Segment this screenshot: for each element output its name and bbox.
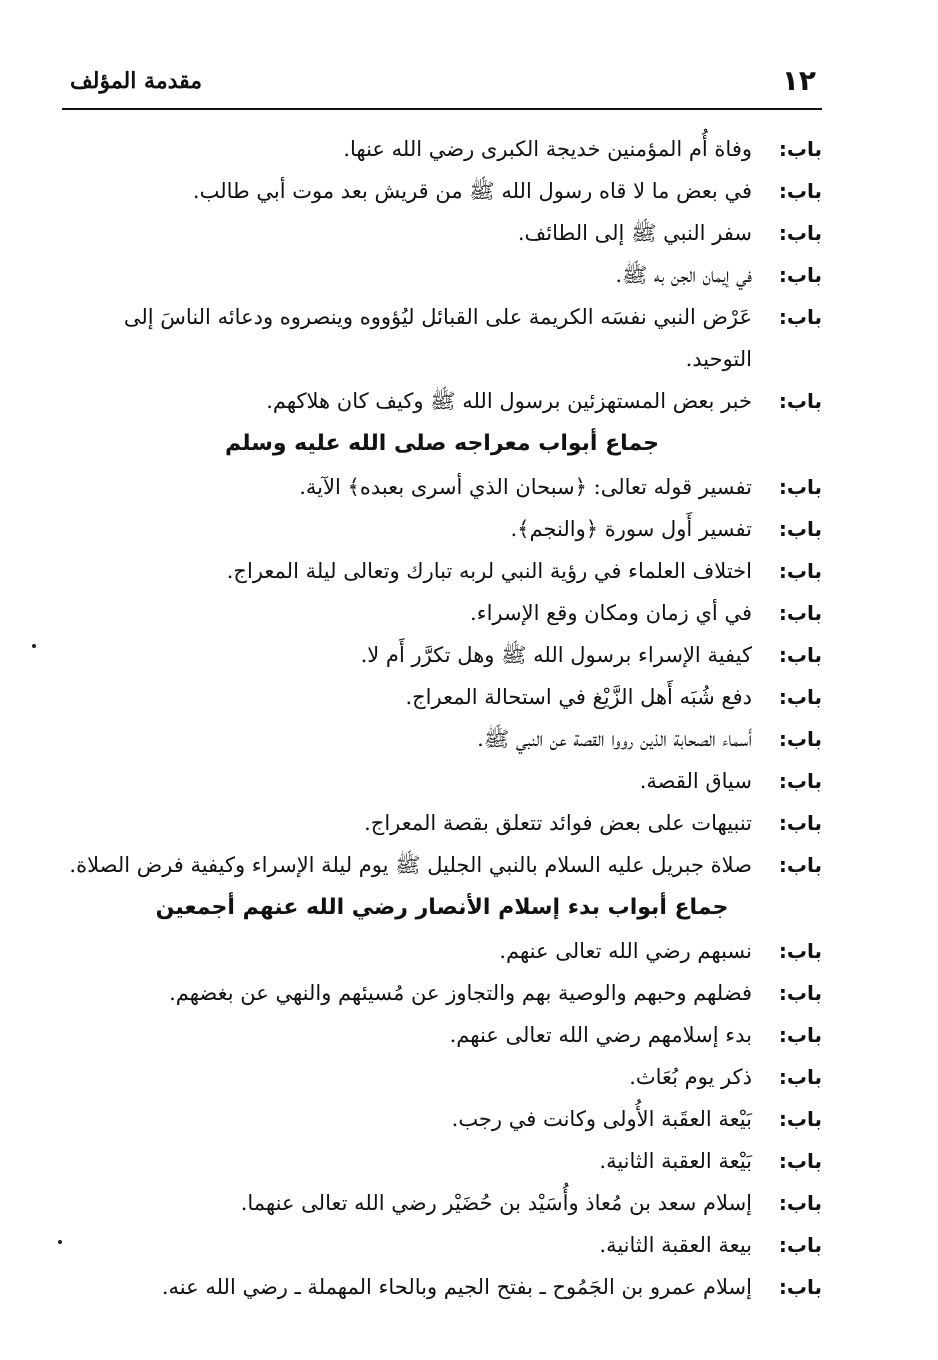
chapter-entry	[62, 802, 822, 844]
entry-text: دفع شُبَه أَهل الزَّيْغ في استحالة المعراج.	[405, 685, 752, 709]
table-of-contents	[62, 128, 822, 1308]
entry-text: عَرْض النبي نفسَه الكريمة على القبائل ليُؤووه وينصروه ودعائه الناسَ إلى التوحيد.	[123, 305, 752, 371]
entry-label: باب:	[778, 389, 822, 413]
entry-label: باب:	[778, 263, 822, 287]
chapter-entry	[62, 844, 822, 886]
entry-text: خبر بعض المستهزئين برسول الله ﷺ وكيف كان هلاكهم.	[266, 389, 752, 413]
book-page	[62, 60, 822, 1340]
section-heading: جماع أبواب معراجه صلى الله عليه وسلم	[224, 431, 660, 456]
entry-text: سفر النبي ﷺ إلى الطائف.	[517, 221, 752, 245]
entry-text: إسلام سعد بن مُعاذ وأُسَيْد بن حُضَيْر رضي الله تعالى عنهما.	[240, 1191, 752, 1215]
entry-text: اختلاف العلماء في رؤية النبي لربه تبارك وتعالى ليلة المعراج.	[226, 559, 752, 583]
entry-text: بدء إسلامهم رضي الله تعالى عنهم.	[449, 1023, 752, 1047]
chapter-entry	[62, 1056, 822, 1098]
chapter-entry	[62, 676, 822, 718]
chapter-entry	[62, 1266, 822, 1308]
entry-label: باب:	[778, 1065, 822, 1089]
chapter-entry	[62, 972, 822, 1014]
entry-text: نسبهم رضي الله تعالى عنهم.	[499, 939, 752, 963]
entry-label: باب:	[778, 811, 822, 835]
chapter-entry	[62, 170, 822, 212]
chapter-entry	[62, 1182, 822, 1224]
entry-label: باب:	[778, 1023, 822, 1047]
entry-label: باب:	[778, 305, 822, 329]
entry-label: باب:	[778, 517, 822, 541]
entry-label: باب:	[778, 559, 822, 583]
scan-speck	[58, 1240, 62, 1244]
chapter-entry	[62, 718, 822, 760]
entry-text: فضلهم وحبهم والوصية بهم والتجاوز عن مُسيئهم والنهي عن بغضهم.	[169, 981, 752, 1005]
entry-label: باب:	[778, 601, 822, 625]
entry-label: باب:	[778, 727, 822, 751]
entry-label: باب:	[778, 1233, 822, 1257]
entry-text: في إيمان الجن به ﷺ.	[615, 263, 752, 287]
chapter-entry	[62, 466, 822, 508]
page-header	[62, 60, 822, 110]
entry-text: تفسير قوله تعالى: ﴿سبحان الذي أسرى بعبده﴾ الآية.	[299, 475, 752, 499]
chapter-entry	[62, 592, 822, 634]
chapter-entry	[62, 1224, 822, 1266]
chapter-entry	[62, 296, 822, 380]
chapter-entry	[62, 1014, 822, 1056]
chapter-entry	[62, 760, 822, 802]
chapter-entry	[62, 254, 822, 296]
entry-text: تفسير أَول سورة ﴿والنجم﴾.	[510, 517, 752, 541]
entry-label: باب:	[778, 981, 822, 1005]
entry-label: باب:	[778, 1275, 822, 1299]
entry-label: باب:	[778, 685, 822, 709]
entry-label: باب:	[778, 475, 822, 499]
scan-speck	[32, 644, 36, 648]
entry-label: باب:	[778, 853, 822, 877]
entry-label: باب:	[778, 137, 822, 161]
entry-label: باب:	[778, 939, 822, 963]
entry-text: في بعض ما لا قاه رسول الله ﷺ من قريش بعد موت أبي طالب.	[192, 179, 752, 203]
chapter-entry	[62, 1098, 822, 1140]
chapter-entry	[62, 634, 822, 676]
running-title: مقدمة المؤلف	[70, 68, 203, 94]
page-number: ١٢	[781, 64, 816, 97]
entry-label: باب:	[778, 643, 822, 667]
section-heading: جماع أبواب بدء إسلام الأنصار رضي الله عنهم أجمعين	[155, 895, 729, 920]
entry-text: وفاة أُم المؤمنين خديجة الكبرى رضي الله عنها.	[343, 137, 752, 161]
entry-text: سياق القصة.	[639, 769, 752, 793]
entry-text: صلاة جبريل عليه السلام بالنبي الجليل ﷺ يوم ليلة الإسراء وكيفية فرض الصلاة.	[69, 853, 752, 877]
entry-label: باب:	[778, 769, 822, 793]
entry-label: باب:	[778, 221, 822, 245]
chapter-entry	[62, 1140, 822, 1182]
chapter-entry	[62, 380, 822, 422]
entry-text: إسلام عمرو بن الجَمُوح ـ بفتح الجيم وبالحاء المهملة ـ رضي الله عنه.	[161, 1275, 752, 1299]
chapter-entry	[62, 508, 822, 550]
entry-text: ذكر يوم بُعَاث.	[629, 1065, 752, 1089]
chapter-entry	[62, 212, 822, 254]
entry-label: باب:	[778, 1191, 822, 1215]
entry-label: باب:	[778, 1107, 822, 1131]
chapter-entry	[62, 550, 822, 592]
entry-text: بَيْعة العقبة الثانية.	[599, 1149, 752, 1173]
chapter-entry	[62, 128, 822, 170]
entry-text: بَيْعة العقَبة الأُولى وكانت في رجب.	[451, 1107, 752, 1131]
entry-text: تنبيهات على بعض فوائد تتعلق بقصة المعراج.	[364, 811, 752, 835]
entry-text: بيعة العقبة الثانية.	[599, 1233, 752, 1257]
entry-label: باب:	[778, 1149, 822, 1173]
entry-label: باب:	[778, 179, 822, 203]
entry-text: أَسماء الصحابة الذين رووا القصة عن النبي ﷺ.	[477, 727, 752, 751]
chapter-entry	[62, 930, 822, 972]
entry-text: في أي زمان ومكان وقع الإسراء.	[470, 601, 752, 625]
entry-text: كيفية الإسراء برسول الله ﷺ وهل تكرَّر أَم لا.	[360, 643, 752, 667]
